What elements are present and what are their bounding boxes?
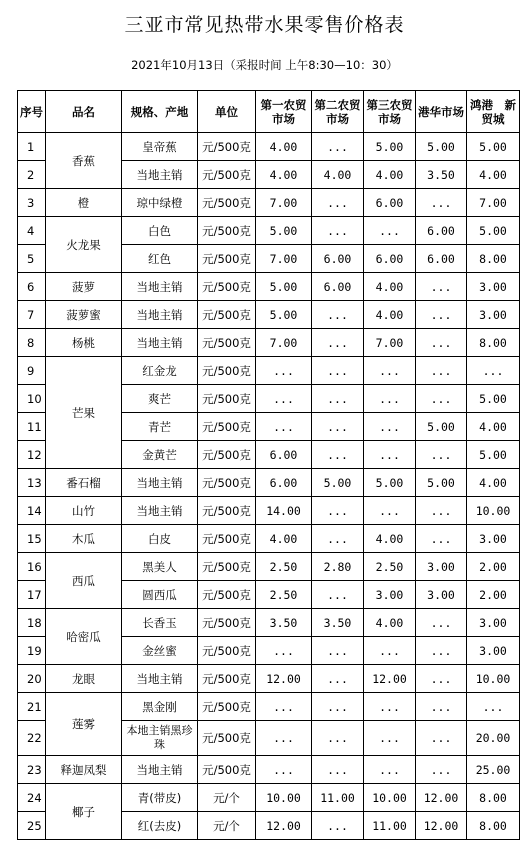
price-cell-market-1: 7.00	[256, 329, 312, 357]
price-cell-market-2: ...	[312, 413, 364, 441]
price-cell-market-2: ...	[312, 693, 364, 721]
row-fruit-name: 山竹	[46, 497, 122, 525]
price-cell-market-4: ...	[416, 756, 467, 784]
row-fruit-name: 番石榴	[46, 469, 122, 497]
price-cell-market-3: ...	[364, 693, 416, 721]
price-cell-market-5: 10.00	[467, 665, 520, 693]
price-cell-market-5: 20.00	[467, 721, 520, 756]
row-spec: 圆西瓜	[122, 581, 198, 609]
price-cell-market-1: 5.00	[256, 217, 312, 245]
header-market-2: 第二农贸市场	[312, 91, 364, 133]
table-row	[18, 329, 520, 357]
table-row	[18, 301, 520, 329]
table-row	[18, 133, 520, 161]
row-unit: 元/500克	[198, 357, 256, 385]
price-cell-market-2: ...	[312, 357, 364, 385]
row-seq: 9	[18, 357, 46, 385]
row-spec: 红金龙	[122, 357, 198, 385]
row-fruit-name: 芒果	[46, 357, 122, 469]
price-cell-market-3: 2.50	[364, 553, 416, 581]
row-fruit-name: 菠萝蜜	[46, 301, 122, 329]
price-cell-market-2: ...	[312, 525, 364, 553]
row-seq: 22	[18, 721, 46, 756]
price-cell-market-3: ...	[364, 497, 416, 525]
row-spec: 黑美人	[122, 553, 198, 581]
row-seq: 14	[18, 497, 46, 525]
row-spec: 黑金刚	[122, 693, 198, 721]
price-cell-market-2: ...	[312, 581, 364, 609]
price-cell-market-3: 11.00	[364, 812, 416, 840]
row-spec: 爽芒	[122, 385, 198, 413]
page-title: 三亚市常见热带水果零售价格表	[124, 14, 405, 36]
row-fruit-name: 菠萝	[46, 273, 122, 301]
row-spec: 当地主销	[122, 497, 198, 525]
row-seq: 2	[18, 161, 46, 189]
header-name: 品名	[46, 91, 122, 133]
price-cell-market-3: 4.00	[364, 273, 416, 301]
price-cell-market-3: 6.00	[364, 189, 416, 217]
price-cell-market-3: 4.00	[364, 609, 416, 637]
row-seq: 24	[18, 784, 46, 812]
header-market-3: 第三农贸市场	[364, 91, 416, 133]
table-row	[18, 189, 520, 217]
row-fruit-name: 龙眼	[46, 665, 122, 693]
price-cell-market-1: 2.50	[256, 581, 312, 609]
price-cell-market-3: 3.00	[364, 581, 416, 609]
row-unit: 元/个	[198, 812, 256, 840]
price-cell-market-4: ...	[416, 609, 467, 637]
price-cell-market-3: 6.00	[364, 245, 416, 273]
price-cell-market-1: 14.00	[256, 497, 312, 525]
price-cell-market-2: 6.00	[312, 273, 364, 301]
row-seq: 19	[18, 637, 46, 665]
row-seq: 10	[18, 385, 46, 413]
price-cell-market-4: ...	[416, 637, 467, 665]
row-seq: 15	[18, 525, 46, 553]
report-date: 2021年10月13日（采报时间 上午8:30—10：30）	[131, 58, 398, 72]
price-cell-market-1: 5.00	[256, 273, 312, 301]
row-unit: 元/500克	[198, 497, 256, 525]
price-cell-market-5: 5.00	[467, 217, 520, 245]
row-seq: 23	[18, 756, 46, 784]
row-unit: 元/500克	[198, 413, 256, 441]
price-cell-market-5: 5.00	[467, 133, 520, 161]
price-cell-market-1: ...	[256, 413, 312, 441]
row-seq: 25	[18, 812, 46, 840]
price-cell-market-1: 12.00	[256, 812, 312, 840]
row-unit: 元/500克	[198, 693, 256, 721]
table-row	[18, 609, 520, 637]
row-unit: 元/500克	[198, 329, 256, 357]
row-unit: 元/500克	[198, 469, 256, 497]
price-cell-market-1: ...	[256, 721, 312, 756]
row-seq: 21	[18, 693, 46, 721]
row-spec: 本地主销黑珍珠	[122, 721, 198, 756]
row-spec: 当地主销	[122, 273, 198, 301]
row-spec: 长香玉	[122, 609, 198, 637]
row-spec: 红(去皮)	[122, 812, 198, 840]
row-unit: 元/500克	[198, 161, 256, 189]
row-fruit-name: 杨桃	[46, 329, 122, 357]
price-cell-market-4: ...	[416, 301, 467, 329]
price-cell-market-1: 6.00	[256, 441, 312, 469]
price-cell-market-1: 10.00	[256, 784, 312, 812]
price-cell-market-4: ...	[416, 329, 467, 357]
price-cell-market-5: 4.00	[467, 161, 520, 189]
table-row	[18, 553, 520, 581]
row-spec: 当地主销	[122, 469, 198, 497]
price-cell-market-2: ...	[312, 217, 364, 245]
price-cell-market-4: 12.00	[416, 784, 467, 812]
price-cell-market-2: ...	[312, 329, 364, 357]
price-cell-market-1: ...	[256, 756, 312, 784]
price-cell-market-5: ...	[467, 693, 520, 721]
price-cell-market-1: ...	[256, 357, 312, 385]
price-cell-market-4: 5.00	[416, 133, 467, 161]
row-seq: 20	[18, 665, 46, 693]
price-cell-market-5: 3.00	[467, 301, 520, 329]
row-seq: 12	[18, 441, 46, 469]
header-market-4: 港华市场	[416, 91, 467, 133]
price-cell-market-2: 2.80	[312, 553, 364, 581]
price-cell-market-3: 7.00	[364, 329, 416, 357]
price-cell-market-2: ...	[312, 133, 364, 161]
row-seq: 11	[18, 413, 46, 441]
row-unit: 元/500克	[198, 441, 256, 469]
price-cell-market-2: ...	[312, 721, 364, 756]
row-seq: 7	[18, 301, 46, 329]
row-fruit-name: 莲雾	[46, 693, 122, 756]
price-cell-market-5: ...	[467, 357, 520, 385]
price-cell-market-1: 4.00	[256, 161, 312, 189]
row-seq: 4	[18, 217, 46, 245]
row-spec: 当地主销	[122, 665, 198, 693]
header-market-5: 鸿港 新贸城	[467, 91, 520, 133]
price-cell-market-5: 8.00	[467, 329, 520, 357]
row-unit: 元/500克	[198, 245, 256, 273]
price-cell-market-1: ...	[256, 693, 312, 721]
row-unit: 元/500克	[198, 301, 256, 329]
price-cell-market-2: ...	[312, 301, 364, 329]
price-cell-market-3: ...	[364, 413, 416, 441]
header-unit: 单位	[198, 91, 256, 133]
row-unit: 元/500克	[198, 217, 256, 245]
row-unit: 元/500克	[198, 385, 256, 413]
price-cell-market-2: ...	[312, 385, 364, 413]
price-cell-market-3: ...	[364, 637, 416, 665]
row-spec: 白色	[122, 217, 198, 245]
price-cell-market-1: 7.00	[256, 189, 312, 217]
row-fruit-name: 哈密瓜	[46, 609, 122, 665]
price-cell-market-2: ...	[312, 665, 364, 693]
row-spec: 青(带皮)	[122, 784, 198, 812]
row-unit: 元/500克	[198, 721, 256, 756]
table-row	[18, 273, 520, 301]
row-seq: 5	[18, 245, 46, 273]
price-cell-market-5: 4.00	[467, 469, 520, 497]
row-spec: 当地主销	[122, 161, 198, 189]
table-row	[18, 784, 520, 812]
price-cell-market-1: 12.00	[256, 665, 312, 693]
price-cell-market-5: 2.00	[467, 553, 520, 581]
table-row	[18, 756, 520, 784]
row-fruit-name: 火龙果	[46, 217, 122, 273]
row-spec: 白皮	[122, 525, 198, 553]
price-cell-market-5: 3.00	[467, 273, 520, 301]
row-unit: 元/500克	[198, 637, 256, 665]
price-cell-market-2: ...	[312, 189, 364, 217]
price-table-body	[18, 133, 520, 840]
row-seq: 16	[18, 553, 46, 581]
price-cell-market-3: ...	[364, 217, 416, 245]
price-cell-market-4: 12.00	[416, 812, 467, 840]
price-cell-market-5: 5.00	[467, 441, 520, 469]
price-cell-market-5: 25.00	[467, 756, 520, 784]
row-unit: 元/500克	[198, 581, 256, 609]
price-cell-market-3: ...	[364, 385, 416, 413]
price-cell-market-4: 5.00	[416, 413, 467, 441]
price-cell-market-5: 8.00	[467, 245, 520, 273]
price-cell-market-3: 4.00	[364, 161, 416, 189]
price-cell-market-3: ...	[364, 756, 416, 784]
price-cell-market-4: ...	[416, 665, 467, 693]
row-unit: 元/500克	[198, 665, 256, 693]
price-cell-market-1: ...	[256, 637, 312, 665]
price-cell-market-2: ...	[312, 812, 364, 840]
row-spec: 皇帝蕉	[122, 133, 198, 161]
row-unit: 元/个	[198, 784, 256, 812]
price-cell-market-4: 3.00	[416, 581, 467, 609]
price-cell-market-3: ...	[364, 441, 416, 469]
price-cell-market-2: ...	[312, 756, 364, 784]
row-unit: 元/500克	[198, 609, 256, 637]
row-spec: 当地主销	[122, 756, 198, 784]
row-spec: 琼中绿橙	[122, 189, 198, 217]
price-cell-market-5: 8.00	[467, 784, 520, 812]
price-cell-market-3: 5.00	[364, 469, 416, 497]
table-row	[18, 665, 520, 693]
price-cell-market-4: ...	[416, 357, 467, 385]
price-cell-market-3: 10.00	[364, 784, 416, 812]
price-cell-market-3: ...	[364, 721, 416, 756]
price-cell-market-4: ...	[416, 189, 467, 217]
row-spec: 红色	[122, 245, 198, 273]
row-fruit-name: 椰子	[46, 784, 122, 840]
row-unit: 元/500克	[198, 756, 256, 784]
price-cell-market-2: ...	[312, 441, 364, 469]
table-row	[18, 525, 520, 553]
row-seq: 18	[18, 609, 46, 637]
row-unit: 元/500克	[198, 553, 256, 581]
price-cell-market-5: 3.00	[467, 637, 520, 665]
price-cell-market-1: 2.50	[256, 553, 312, 581]
table-row	[18, 497, 520, 525]
row-spec: 当地主销	[122, 301, 198, 329]
price-cell-market-1: 6.00	[256, 469, 312, 497]
price-cell-market-2: 4.00	[312, 161, 364, 189]
price-cell-market-1: 4.00	[256, 525, 312, 553]
table-row	[18, 217, 520, 245]
price-cell-market-4: ...	[416, 525, 467, 553]
price-cell-market-1: ...	[256, 385, 312, 413]
row-fruit-name: 释迦凤梨	[46, 756, 122, 784]
price-cell-market-4: 6.00	[416, 217, 467, 245]
price-cell-market-4: 5.00	[416, 469, 467, 497]
price-cell-market-2: 5.00	[312, 469, 364, 497]
price-cell-market-5: 7.00	[467, 189, 520, 217]
row-seq: 6	[18, 273, 46, 301]
row-unit: 元/500克	[198, 189, 256, 217]
price-cell-market-1: 7.00	[256, 245, 312, 273]
row-seq: 1	[18, 133, 46, 161]
price-cell-market-4: 3.00	[416, 553, 467, 581]
price-cell-market-3: ...	[364, 357, 416, 385]
price-cell-market-4: ...	[416, 497, 467, 525]
price-cell-market-1: 4.00	[256, 133, 312, 161]
table-row	[18, 357, 520, 385]
price-cell-market-3: 4.00	[364, 525, 416, 553]
price-cell-market-5: 10.00	[467, 497, 520, 525]
header-market-1: 第一农贸市场	[256, 91, 312, 133]
row-fruit-name: 木瓜	[46, 525, 122, 553]
price-cell-market-4: ...	[416, 441, 467, 469]
price-cell-market-3: 12.00	[364, 665, 416, 693]
price-cell-market-4: 6.00	[416, 245, 467, 273]
price-cell-market-4: ...	[416, 721, 467, 756]
row-seq: 8	[18, 329, 46, 357]
price-cell-market-1: 5.00	[256, 301, 312, 329]
header-spec: 规格、产地	[122, 91, 198, 133]
price-cell-market-2: ...	[312, 497, 364, 525]
row-fruit-name: 橙	[46, 189, 122, 217]
price-cell-market-2: 3.50	[312, 609, 364, 637]
price-cell-market-5: 8.00	[467, 812, 520, 840]
price-cell-market-2: ...	[312, 637, 364, 665]
row-seq: 3	[18, 189, 46, 217]
row-spec: 金丝蜜	[122, 637, 198, 665]
row-unit: 元/500克	[198, 133, 256, 161]
header-row	[18, 91, 520, 133]
row-unit: 元/500克	[198, 525, 256, 553]
price-cell-market-5: 3.00	[467, 525, 520, 553]
price-cell-market-5: 2.00	[467, 581, 520, 609]
price-cell-market-2: 6.00	[312, 245, 364, 273]
price-cell-market-2: 11.00	[312, 784, 364, 812]
price-cell-market-4: ...	[416, 273, 467, 301]
row-fruit-name: 香蕉	[46, 133, 122, 189]
table-row	[18, 469, 520, 497]
row-spec: 青芒	[122, 413, 198, 441]
row-spec: 金黄芒	[122, 441, 198, 469]
price-cell-market-4: ...	[416, 385, 467, 413]
price-cell-market-5: 4.00	[467, 413, 520, 441]
price-cell-market-3: 5.00	[364, 133, 416, 161]
row-seq: 17	[18, 581, 46, 609]
row-seq: 13	[18, 469, 46, 497]
row-fruit-name: 西瓜	[46, 553, 122, 609]
price-table	[17, 90, 520, 840]
header-seq: 序号	[18, 91, 46, 133]
price-cell-market-1: 3.50	[256, 609, 312, 637]
price-cell-market-5: 3.00	[467, 609, 520, 637]
price-cell-market-3: 4.00	[364, 301, 416, 329]
row-unit: 元/500克	[198, 273, 256, 301]
price-cell-market-4: ...	[416, 693, 467, 721]
price-cell-market-4: 3.50	[416, 161, 467, 189]
price-cell-market-5: 5.00	[467, 385, 520, 413]
table-row	[18, 693, 520, 721]
row-spec: 当地主销	[122, 329, 198, 357]
